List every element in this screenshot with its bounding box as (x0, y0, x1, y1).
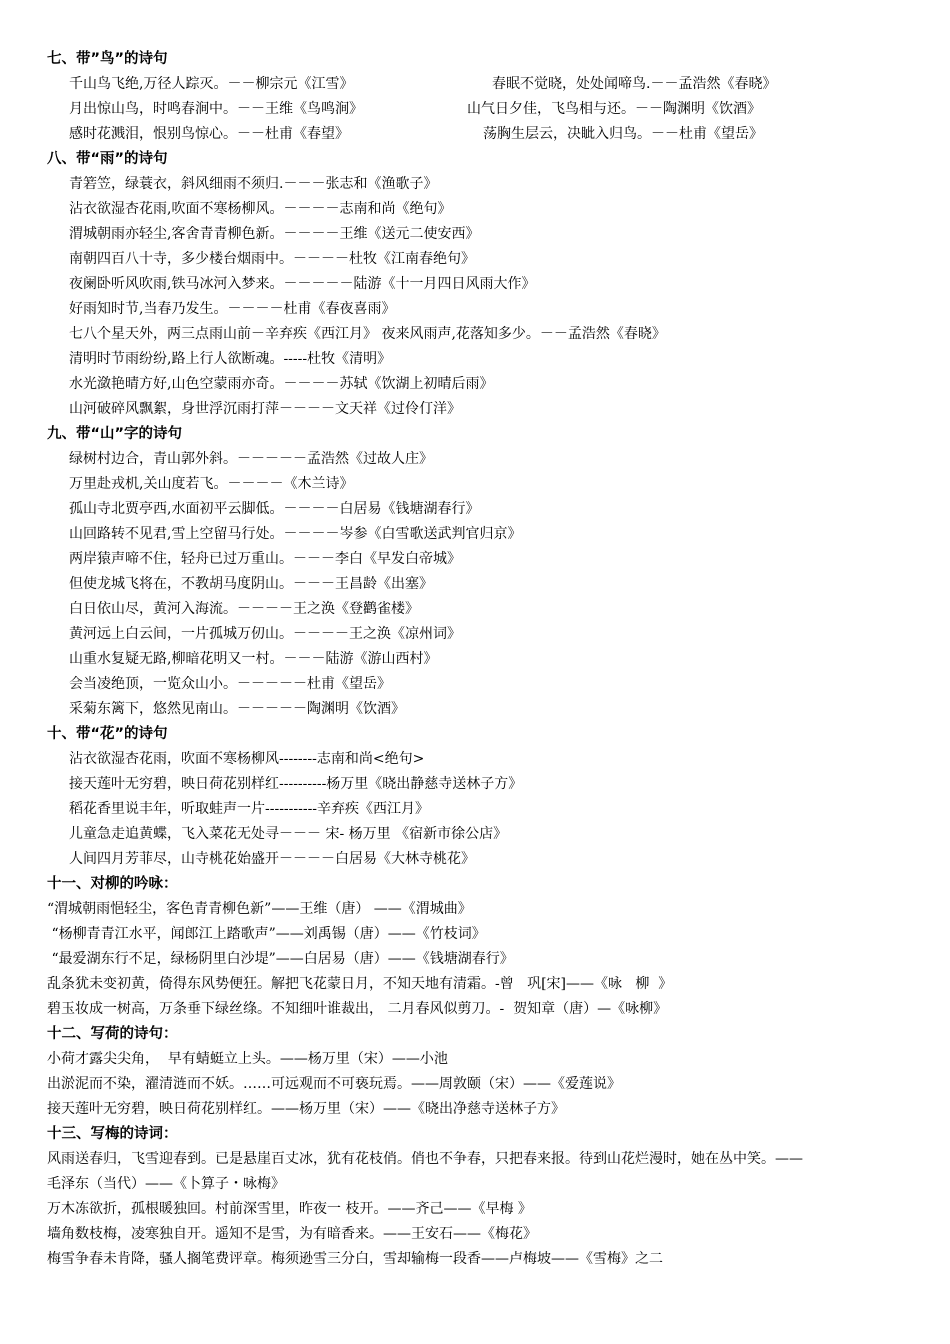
section-heading: 八、带“雨”的诗句 (47, 151, 168, 167)
poem-line: 人间四月芳菲尽，山寺桃花始盛开－－－－白居易《大林寺桃花》 (69, 851, 475, 867)
poem-line: “最爱湖东行不足，绿杨阴里白沙堤”——白居易（唐）——《钱塘湖春行》 (47, 951, 514, 967)
poem-line: 接天莲叶无穷碧，映日荷花别样红----------杨万里《晓出静慈寺送林子方》 (69, 776, 523, 792)
poem-line: 小荷才露尖尖角， 早有蜻蜓立上头。——杨万里（宋）——小池 (47, 1051, 448, 1067)
poem-line: 儿童急走追黄蝶，飞入菜花无处寻－－－ 宋- 杨万里 《宿新市徐公店》 (69, 826, 508, 842)
poem-line-pair (47, 97, 917, 122)
poem-line: 会当凌绝顶，一览众山小。－－－－－杜甫《望岳》 (69, 676, 391, 692)
poem-line: 孤山寺北贾亭西,水面初平云脚低。－－－－白居易《钱塘湖春行》 (69, 501, 480, 517)
poem-line: 清明时节雨纷纷,路上行人欲断魂。-----杜牧《清明》 (69, 351, 392, 367)
section-heading: 九、带“山”字的诗句 (47, 426, 183, 442)
poem-line: 青箬笠，绿蓑衣，斜风细雨不须归.－－－张志和《渔歌子》 (69, 176, 438, 192)
poem-line: 接天莲叶无穷碧，映日荷花别样红。——杨万里（宋）——《晓出净慈寺送林子方》 (47, 1101, 565, 1117)
section-heading: 十二、写荷的诗句： (47, 1026, 178, 1042)
poem-line: 出淤泥而不染，濯清涟而不妖。……可远观而不可亵玩焉。——周敦颐（宋）——《爱莲说》 (47, 1076, 621, 1092)
poem-line: 梅雪争春未肯降，骚人搁笔费评章。梅须逊雪三分白，雪却输梅一段香——卢梅坡——《雪梅》之二 (47, 1251, 663, 1267)
poem-line: 万木冻欲折，孤根暖独回。村前深雪里，昨夜一 枝开。——齐己——《早梅 》 (47, 1201, 532, 1217)
poem-line: 南朝四百八十寺，多少楼台烟雨中。－－－－杜牧《江南春绝句》 (69, 251, 475, 267)
poem-line: 沾衣欲湿杏花雨,吹面不寒杨柳风。－－－－志南和尚《绝句》 (69, 201, 452, 217)
poem-line: 荡胸生层云，决眦入归鸟。－－杜甫《望岳》 (483, 126, 763, 142)
section-heading: 十三、写梅的诗词： (47, 1126, 178, 1142)
poem-line: 好雨知时节,当春乃发生。－－－－杜甫《春夜喜雨》 (69, 301, 396, 317)
poem-line: 沾衣欲湿杏花雨，吹面不寒杨柳风--------志南和尚<绝句> (69, 751, 425, 767)
poem-line: 万里赴戎机,关山度若飞。－－－－《木兰诗》 (69, 476, 354, 492)
poem-line: 乱条犹未变初黄，倚得东风势便狂。解把飞花蒙日月，不知天地有清霜。-曾 巩[宋]——《咏 柳 》 (47, 976, 673, 992)
poem-line: 但使龙城飞将在，不教胡马度阴山。－－－王昌龄《出塞》 (69, 576, 433, 592)
poem-line: 墙角数枝梅，凌寒独自开。遥知不是雪，为有暗香来。——王安石——《梅花》 (47, 1226, 537, 1242)
poem-line: 风雨送春归，飞雪迎春到。已是悬崖百丈冰，犹有花枝俏。俏也不争春，只把春来报。待到山花烂漫时，她在丛中笑。—— (47, 1151, 803, 1167)
document-page (47, 47, 917, 1272)
poem-line: 山气日夕佳，飞鸟相与还。－－陶渊明《饮酒》 (467, 101, 761, 117)
section-heading: 十一、对柳的吟咏： (47, 876, 178, 892)
poem-line: “渭城朝雨悒轻尘，客色青青柳色新”——王维（唐） ——《渭城曲》 (47, 901, 472, 917)
poem-line: 水光潋艳晴方好,山色空蒙雨亦奇。－－－－苏轼《饮湖上初晴后雨》 (69, 376, 494, 392)
poem-line: 感时花溅泪，恨别鸟惊心。－－杜甫《春望》 (69, 126, 349, 142)
poem-line-pair (47, 122, 917, 147)
poem-line: 白日依山尽，黄河入海流。－－－－王之涣《登鹳雀楼》 (69, 601, 419, 617)
section-heading: 十、带“花”的诗句 (47, 726, 168, 742)
poem-line: 毛泽东（当代）——《卜算子・咏梅》 (47, 1176, 285, 1192)
poem-line: “杨柳青青江水平，闻郎江上踏歌声”——刘禹锡（唐）——《竹枝词》 (47, 926, 486, 942)
poem-line: 七八个星天外，两三点雨山前－辛弃疾《西江月》 夜来风雨声,花落知多少。－－孟浩然《春晓》 (69, 326, 666, 342)
section-heading: 七、带”鸟”的诗句 (47, 51, 168, 67)
poem-line: 碧玉妆成一树高，万条垂下绿丝绦。不知细叶谁裁出， 二月春风似剪刀。- 贺知章（唐）—《咏柳》 (47, 1001, 668, 1017)
poem-line: 黄河远上白云间，一片孤城万仞山。－－－－王之涣《凉州词》 (69, 626, 461, 642)
poem-line: 两岸猿声啼不住，轻舟已过万重山。－－－李白《早发白帝城》 (69, 551, 461, 567)
poem-line: 山回路转不见君,雪上空留马行处。－－－－岑参《白雪歌送武判官归京》 (69, 526, 522, 542)
poem-line: 山河破碎风飘絮，身世浮沉雨打萍－－－－文天祥《过伶仃洋》 (69, 401, 461, 417)
poem-line: 采菊东篱下，悠然见南山。－－－－－陶渊明《饮酒》 (69, 701, 405, 717)
poem-line: 渭城朝雨亦轻尘,客舍青青柳色新。－－－－王维《送元二使安西》 (69, 226, 480, 242)
poem-line: 月出惊山鸟，时鸣春涧中。－－王维《鸟鸣涧》 (69, 101, 363, 117)
poem-line-pair (47, 72, 917, 97)
poem-line: 夜阑卧听风吹雨,铁马冰河入梦来。－－－－－陆游《十一月四日风雨大作》 (69, 276, 536, 292)
poem-line: 春眠不觉晓，处处闻啼鸟.－－孟浩然《春晓》 (492, 76, 777, 92)
poem-line: 稻花香里说丰年，听取蛙声一片-----------辛弃疾《西江月》 (69, 801, 430, 817)
poem-line: 绿树村边合，青山郭外斜。－－－－－孟浩然《过故人庄》 (69, 451, 433, 467)
poem-line: 山重水复疑无路,柳暗花明又一村。－－－陆游《游山西村》 (69, 651, 438, 667)
poem-line: 千山鸟飞绝,万径人踪灭。－－柳宗元《江雪》 (69, 76, 354, 92)
